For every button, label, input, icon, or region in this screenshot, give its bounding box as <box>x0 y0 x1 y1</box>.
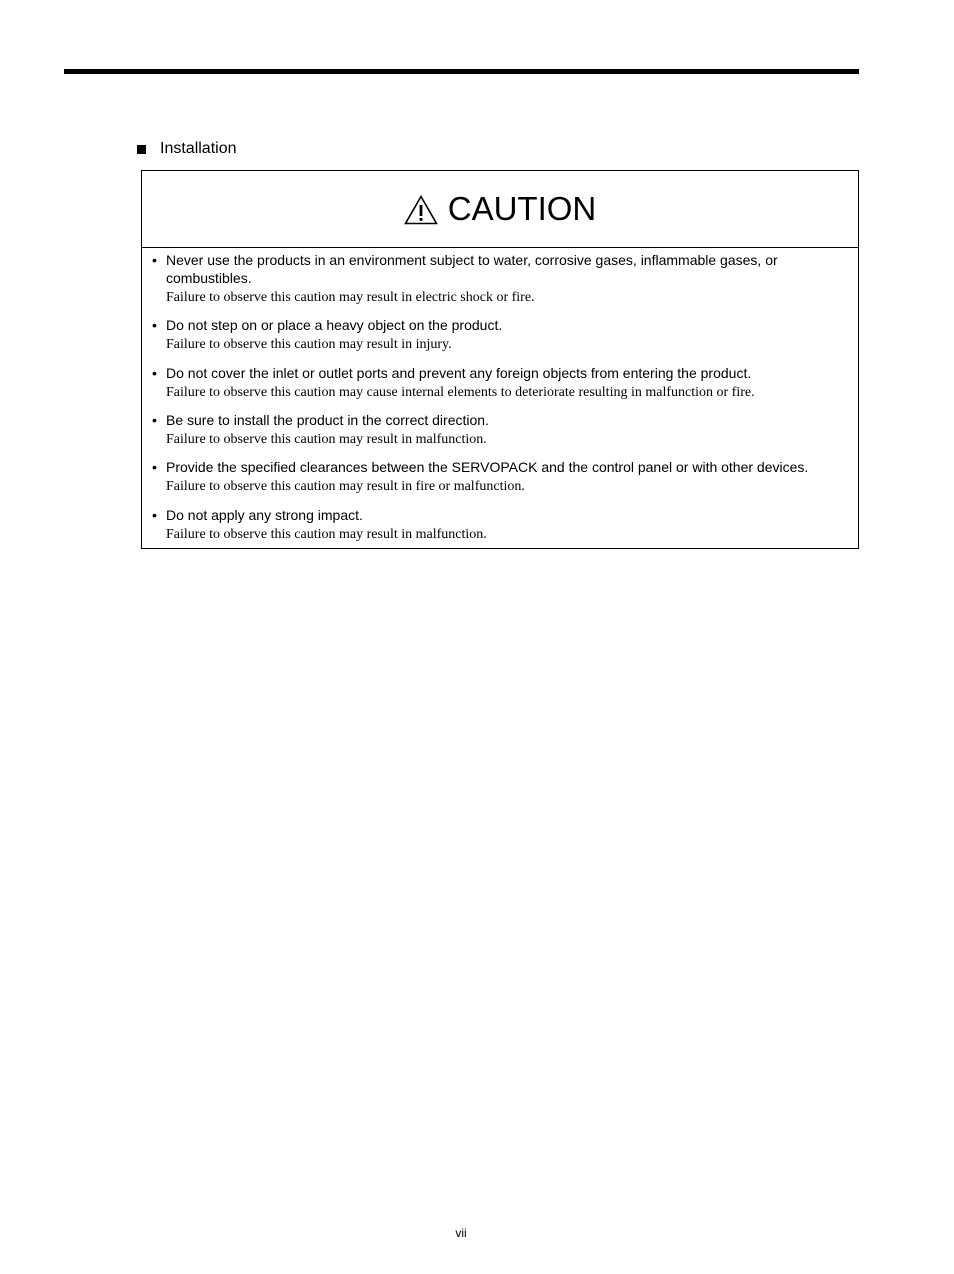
caution-item-text: Do not cover the inlet or outlet ports and prevent any foreign objects from entering the product. <box>166 365 752 381</box>
bullet-icon: • <box>152 459 157 475</box>
top-rule <box>64 69 859 74</box>
caution-item-impact <box>152 506 848 544</box>
square-bullet-icon <box>137 145 146 154</box>
caution-item-direction <box>152 411 848 449</box>
caution-item-water <box>152 251 848 307</box>
caution-item-note: Failure to observe this caution may result in malfunction. <box>166 432 487 447</box>
caution-item-ports <box>152 364 848 402</box>
caution-item-clearances <box>152 458 848 496</box>
page-number: vii <box>455 1226 467 1240</box>
caution-item-note: Failure to observe this caution may result in malfunction. <box>166 527 487 542</box>
section-heading <box>137 139 237 159</box>
caution-box <box>141 170 859 549</box>
section-heading-text: Installation <box>160 140 237 157</box>
caution-item-text: Never use the products in an environment subject to water, corrosive gases, inflammable gases, or combustibles. <box>166 252 778 286</box>
caution-item-text: Provide the specified clearances between the SERVOPACK and the control panel or with other devices. <box>166 459 809 475</box>
caution-item-note: Failure to observe this caution may result in injury. <box>166 337 452 352</box>
bullet-icon: • <box>152 317 157 333</box>
bullet-icon: • <box>152 507 157 523</box>
caution-title: CAUTION <box>447 190 597 227</box>
bullet-icon: • <box>152 412 157 428</box>
caution-item-text: Be sure to install the product in the correct direction. <box>166 412 489 428</box>
caution-item-heavy-object <box>152 316 848 354</box>
caution-item-text: Do not step on or place a heavy object on the product. <box>166 317 503 333</box>
caution-item-note: Failure to observe this caution may cause internal elements to deteriorate resulting in malfunction or fire. <box>166 385 755 400</box>
bullet-icon: • <box>152 365 157 381</box>
caution-header <box>142 171 858 248</box>
warning-triangle-icon <box>404 195 438 225</box>
bullet-icon: • <box>152 252 157 268</box>
caution-item-note: Failure to observe this caution may result in fire or malfunction. <box>166 479 525 494</box>
caution-item-note: Failure to observe this caution may result in electric shock or fire. <box>166 290 535 305</box>
caution-item-text: Do not apply any strong impact. <box>166 507 363 523</box>
